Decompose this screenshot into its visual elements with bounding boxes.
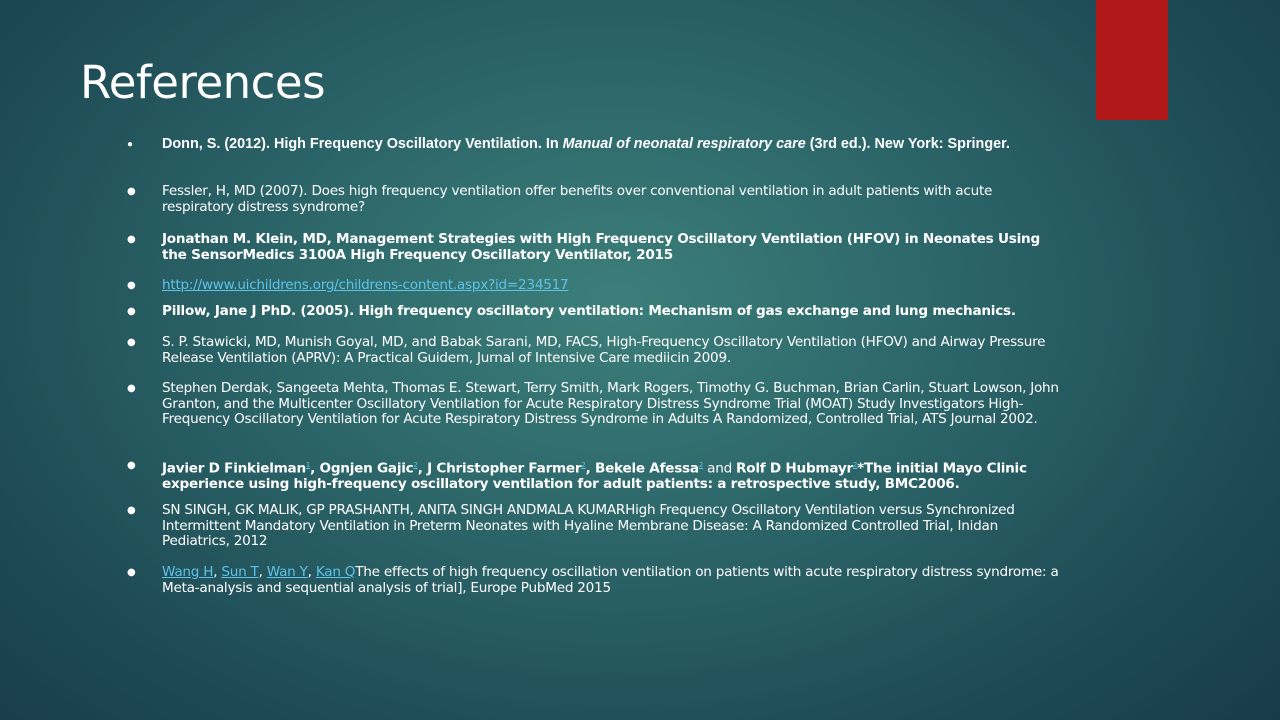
author-name: Rolf D Hubmayr: [736, 460, 853, 477]
reference-title: *The initial Mayo Clinic experience using high-frequency oscillatory ventilation for adult patients: a retrospective study, BMC2006.: [162, 460, 1027, 493]
reference-text: Donn, S. (2012). High Frequency Oscillatory Ventilation. In: [162, 136, 563, 152]
reference-item: [127, 277, 1062, 294]
bullet-icon: ●: [127, 234, 136, 245]
reference-item: [127, 380, 1062, 428]
author-link[interactable]: Wang H: [162, 564, 214, 580]
bullet-icon: ●: [127, 280, 136, 291]
reference-text: Pillow, Jane J PhD. (2005). High frequency oscillatory ventilation: Mechanism of gas exchange and lung mechanics.: [162, 303, 1016, 319]
reference-text: Stephen Derdak, Sangeeta Mehta, Thomas E. Stewart, Terry Smith, Mark Rogers, Timothy G. Buchman, Brian Carlin, Stuart Lowson, John Granton, and the Multicenter Oscillatory Ventilation for Acute Respiratory Distress Syndrome Trial (MOAT) Study Investigators High-Frequency Oscillatory Ventilation for Acute Respiratory Distress Syndrome in Adults A Randomized, Controlled Trial, ATS Journal 2002.: [162, 380, 1059, 428]
reference-text: Fessler, H, MD (2007). Does high frequency ventilation offer benefits over conventional ventilation in adult patients with acute respiratory distress syndrome?: [162, 183, 993, 215]
separator: ,: [213, 564, 222, 580]
reference-link[interactable]: http://www.uichildrens.org/childrens-content.aspx?id=234517: [162, 277, 569, 293]
bullet-icon: ●: [127, 505, 136, 516]
bullet-icon: ●: [127, 139, 134, 150]
bullet-icon: ●: [127, 337, 136, 348]
reference-item: [127, 231, 1062, 263]
affiliation-link[interactable]: 2: [698, 461, 704, 469]
separator: ,: [258, 564, 267, 580]
affiliation-link[interactable]: 2: [581, 461, 586, 469]
author-name: , Bekele Afessa: [585, 460, 699, 477]
reference-item: [127, 564, 1062, 596]
author-link[interactable]: Wan Y: [266, 564, 308, 580]
affiliation-link[interactable]: 1: [305, 461, 311, 469]
author-name: , Ognjen Gajic: [310, 460, 414, 477]
author-link[interactable]: Sun T: [221, 564, 259, 580]
reference-item: [127, 458, 1062, 493]
reference-item: [127, 502, 1062, 550]
reference-text: The effects of high frequency oscillation ventilation on patients with acute respiratory distress syndrome: a Meta-analysis and sequential analysis of trial], Europe PubMed 2015: [162, 564, 1059, 596]
bullet-icon: ●: [127, 460, 136, 471]
reference-text: S. P. Stawicki, MD, Munish Goyal, MD, and Babak Sarani, MD, FACS, High-Frequency Oscillatory Ventilation (HFOV) and Airway Pressure Release Ventilation (APRV): A Practical Guidem, Jurnal of Intensive Care mediicin 2009.: [162, 334, 1046, 366]
reference-text: Jonathan M. Klein, MD, Management Strategies with High Frequency Oscillatory Ventilation (HFOV) in Neonates Using the SensorMedics 3100A High Frequency Oscillatory Ventilator, 2015: [162, 231, 1040, 263]
reference-text: (3rd ed.). New York: Springer.: [805, 136, 1010, 152]
separator: ,: [307, 564, 316, 580]
affiliation-link[interactable]: 2: [852, 461, 858, 469]
bullet-icon: ●: [127, 186, 136, 197]
bullet-icon: ●: [127, 567, 136, 578]
bullet-icon: ●: [127, 306, 136, 317]
author-name: Javier D Finkielman: [162, 460, 306, 477]
reference-item: [127, 136, 1062, 153]
reference-text: and: [703, 460, 737, 477]
author-link[interactable]: Kan Q: [315, 564, 356, 580]
reference-item: [127, 334, 1062, 366]
reference-text: SN SINGH, GK MALIK, GP PRASHANTH, ANITA SINGH ANDMALA KUMARHigh Frequency Oscillatory Ventilation versus Synchronized Intermittent Mandatory Ventilation in Preterm Neonates with Hyaline Membrane Disease: A Randomized Controlled Trial, Inidan Pediatrics, 2012: [162, 502, 1015, 550]
affiliation-link[interactable]: 2: [413, 461, 418, 469]
slide-title: References: [80, 56, 326, 109]
reference-item: [127, 183, 1062, 215]
bullet-icon: ●: [127, 383, 136, 394]
author-name: , J Christopher Farmer: [417, 460, 582, 477]
reference-book-title: Manual of neonatal respiratory care: [562, 136, 806, 152]
reference-item: [127, 303, 1062, 320]
